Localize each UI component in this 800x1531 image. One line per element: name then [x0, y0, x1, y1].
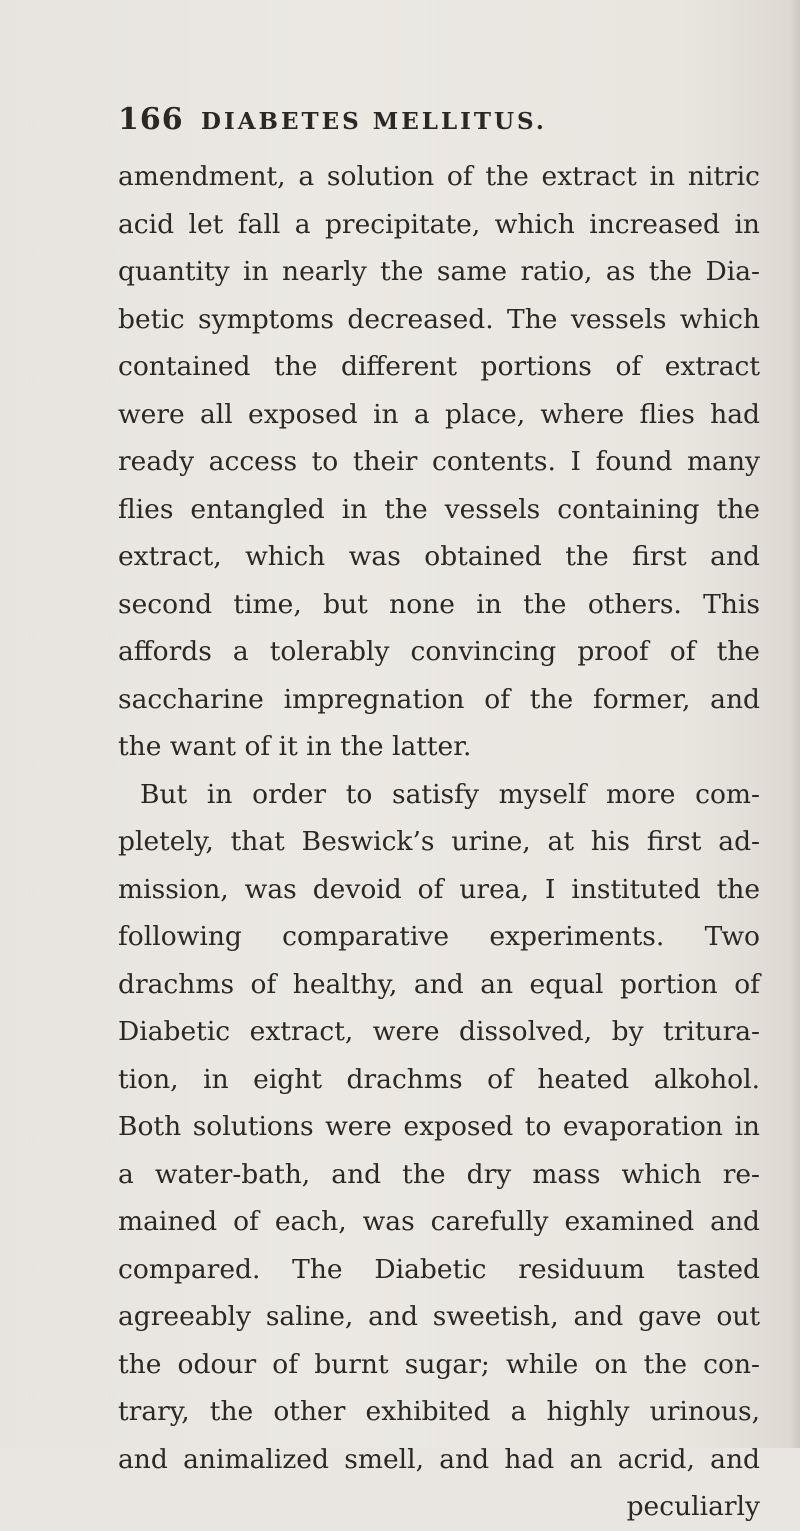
text-line: acid let fall a precipitate, which increased in	[118, 208, 760, 240]
text-line: mission, was devoid of urea, I instituted the	[118, 873, 760, 905]
text-line: extract, which was obtained the first and	[118, 541, 760, 572]
running-head: DIABETES MELLITUS.	[201, 108, 547, 135]
text-line: saccharine impregnation of the former, and	[118, 683, 760, 715]
text-line: second time, but none in the others. This	[118, 588, 760, 620]
text-line: affords a tolerably convincing proof of the	[118, 636, 760, 667]
page-header	[118, 100, 758, 140]
catchword: peculiarly	[626, 1491, 760, 1522]
page-number: 166	[118, 102, 184, 137]
body-text	[118, 153, 760, 1531]
text-line: pletely, that Beswick’s urine, at his first ad-	[118, 826, 760, 857]
text-line: flies entangled in the vessels containing the	[118, 493, 760, 525]
text-line: were all exposed in a place, where flies had	[118, 398, 760, 430]
text-line: Both solutions were exposed to evaporation in	[118, 1111, 760, 1142]
text-line: following comparative experiments. Two	[118, 921, 760, 952]
text-line: tion, in eight drachms of heated alkohol.	[118, 1063, 760, 1095]
text-line: But in order to satisfy myself more com-	[140, 778, 760, 810]
page-edge-shadow	[790, 0, 800, 1448]
text-line: quantity in nearly the same ratio, as the Dia-	[118, 256, 760, 287]
text-line: the odour of burnt sugar; while on the con-	[118, 1348, 760, 1380]
text-line: Diabetic extract, were dissolved, by tritura-	[118, 1016, 760, 1047]
text-line: agreeably saline, and sweetish, and gave out	[118, 1301, 760, 1332]
text-line: drachms of healthy, and an equal portion of	[118, 968, 760, 1000]
text-line: trary, the other exhibited a highly urinous,	[118, 1396, 760, 1427]
text-line: contained the different portions of extract	[118, 351, 760, 382]
text-line: ready access to their contents. I found many	[118, 446, 760, 477]
text-line: betic symptoms decreased. The vessels which	[118, 303, 760, 335]
text-line: and animalized smell, and had an acrid, and	[118, 1443, 760, 1475]
text-line: compared. The Diabetic residuum tasted	[118, 1253, 760, 1285]
text-line: the want of it in the latter.	[118, 731, 472, 762]
text-line: amendment, a solution of the extract in nitric	[118, 161, 760, 192]
text-line: mained of each, was carefully examined and	[118, 1206, 760, 1237]
text-line: a water-bath, and the dry mass which re-	[118, 1158, 760, 1190]
